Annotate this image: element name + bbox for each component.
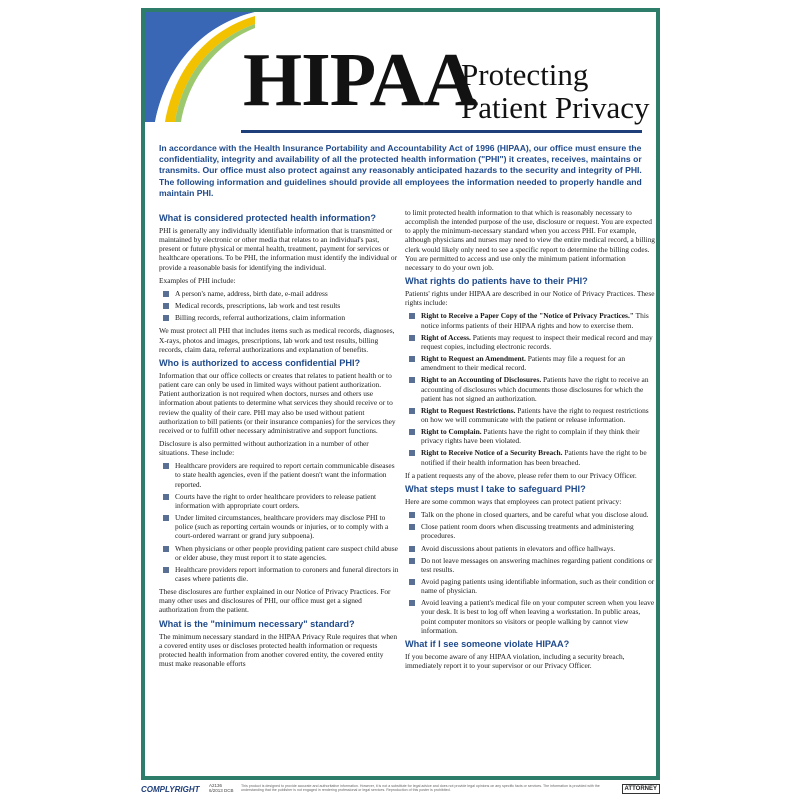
bullet-icon (163, 567, 169, 573)
bullet-list (405, 311, 655, 466)
bullet-list (405, 510, 655, 635)
list-item: When physicians or other people providing patient care suspect child abuse or elder abuse, they must report it to state agencies. (159, 544, 399, 562)
list-item: Do not leave messages on answering machines regarding patient conditions or test results. (405, 556, 655, 574)
list-item: Right to Request an Amendment. Patients may file a request for an amendment to their medical record. (405, 354, 655, 372)
bullet-icon (409, 408, 415, 414)
paragraph: If you become aware of any HIPAA violation, including a security breach, immediately report it to your supervisor or our Privacy Officer. (405, 651, 625, 671)
list-item: Right to Receive Notice of a Security Breach. Patients have the right to be notified if their health information has been breached. (405, 448, 655, 466)
list-item: Right of Access. Patients may request to inspect their medical record and may request copies, including electronic records. (405, 333, 655, 351)
list-item: Billing records, referral authorizations, claim information (159, 313, 399, 322)
bullet-icon (163, 463, 169, 469)
paragraph: Examples of PHI include: (159, 275, 236, 285)
bullet-icon (409, 313, 415, 319)
list-item: Courts have the right to order healthcare providers to release patient information with appropriate court orders. (159, 492, 399, 510)
paragraph: PHI is generally any individually identifiable information that is transmitted or maintained by electronic or other media that relates to an individual's past, present or future physical or mental health, treatment, payment for services or healthcare operations. To be PHI, the information must identify the individual or provide a reasonable basis for identifying the individual. (159, 226, 398, 272)
paragraph: Patients' rights under HIPAA are described in our Notice of Privacy Practices. These rights include: (405, 289, 655, 308)
paragraph: Here are some common ways that employees can protect patient privacy: (405, 496, 622, 506)
bullet-icon (163, 291, 169, 297)
bullet-icon (163, 494, 169, 500)
title-line-2: Patient Privacy (461, 90, 650, 125)
list-item: Medical records, prescriptions, lab work and test results (159, 301, 399, 310)
list-item: Avoid paging patients using identifiable information, such as their condition or name of physician. (405, 577, 655, 595)
list-item: A person's name, address, birth date, e-mail address (159, 289, 399, 298)
list-item: Under limited circumstances, healthcare providers may disclose PHI to police (such as reporting certain wounds or injuries, or to comply with a court-ordered warrant or grand jury subpoena). (159, 513, 399, 540)
attorney-badge: ATTORNEY (622, 784, 660, 794)
list-item: Healthcare providers are required to report certain communicable diseases to state health agencies, even if the patient doesn't want the information reported. (159, 461, 399, 488)
list-item: Avoid discussions about patients in elevators and office hallways. (405, 544, 655, 553)
section-heading: Who is authorized to access confidential PHI? (159, 357, 361, 368)
paragraph: Information that our office collects or creates that relates to patient health or to patient care can only be used in limited ways without patient authorization. Patient authorization is not required when doctors, nurses and others use information about patients to determine what services they should receive or to review the quality of their care. PHI may also be used without patient authorization to bill patients (or their insurance companies) for the services they received or to fulfill other necessary administrative and support functions. (159, 370, 396, 435)
bullet-icon (409, 512, 415, 518)
brand-logo: COMPLYRIGHT (141, 785, 200, 794)
paragraph: These disclosures are further explained in our Notice of Privacy Practices. For many other uses and disclosures of PHI, our office must get a signed authorization from the patient. (159, 587, 391, 615)
bullet-list (159, 289, 399, 322)
bullet-icon (409, 579, 415, 585)
corner-decoration (145, 12, 255, 122)
bullet-icon (409, 429, 415, 435)
bullet-icon (163, 515, 169, 521)
list-item: Right to an Accounting of Disclosures. Patients have the right to receive an accounting of disclosures which documents those disclosures for which the patient has not signed an authorization. (405, 375, 655, 402)
bullet-icon (409, 558, 415, 564)
bullet-icon (409, 600, 415, 606)
paragraph: to limit protected health information to that which is reasonably necessary to accomplish the intended purpose of the use, disclosure or request. You are expected to apply the minimum-necessary standard when you access PHI. For example, although physicians and nurses may need to view the entire medical record, a billing clerk would likely only need to see a specific report to determine the billing codes. You are permitted to access and use only the minimum patient information necessary to do your own job. (405, 208, 655, 272)
list-item: Close patient room doors when discussing treatments and administering procedures. (405, 522, 655, 540)
paragraph: The minimum necessary standard in the HIPAA Privacy Rule requires that when a covered entity uses or discloses protected health information or requests protected health information from another covered entity, the covered entity must make reasonable efforts (159, 631, 398, 669)
footer (141, 783, 660, 799)
intro-paragraph: In accordance with the Health Insurance Portability and Accountability Act of 1996 (HIPAA), our office must ensure the confidentiality, integrity and availability of all the protected health information ("PHI") it creates, receives, maintains or transmits. Our office must also protect against any reasonably anticipated hazards to the security and integrity of PHI. The following information and guidelines should provide all employees the information needed to properly handle and maintain PHI. (159, 143, 642, 198)
product-code: A2136 6/2013 DCB (209, 783, 234, 793)
bullet-icon (409, 356, 415, 362)
bullet-icon (409, 546, 415, 552)
section-heading: What if I see someone violate HIPAA? (405, 638, 570, 649)
left-column (159, 210, 399, 672)
list-item: Right to Receive a Paper Copy of the "Notice of Privacy Practices." This notice informs patients of their HIPAA rights and how to exercise them. (405, 311, 655, 329)
bullet-icon (409, 377, 415, 383)
paragraph: Disclosure is also permitted without authorization in a number of other situations. These include: (159, 438, 369, 458)
bullet-icon (409, 335, 415, 341)
paragraph: We must protect all PHI that includes items such as medical records, diagnoses, X-rays, photos and images, prescriptions, lab work and test results, billing records, claim data, referral authorizations and explanation of benefits. (159, 326, 395, 354)
bullet-icon (409, 450, 415, 456)
bullet-icon (163, 546, 169, 552)
list-item: Right to Complain. Patients have the right to complain if they think their privacy rights have been violated. (405, 427, 655, 445)
bullet-icon (409, 524, 415, 530)
bullet-icon (163, 315, 169, 321)
list-item: Right to Request Restrictions. Patients have the right to request restrictions on how we will communicate with the patient or release information. (405, 406, 655, 424)
title-underline (241, 130, 642, 133)
section-heading: What is the "minimum necessary" standard? (159, 618, 355, 629)
bullet-icon (163, 303, 169, 309)
paragraph: If a patient requests any of the above, please refer them to our Privacy Officer. (405, 470, 637, 480)
list-item: Talk on the phone in closed quarters, and be careful what you disclose aloud. (405, 510, 655, 519)
title-subtitle (461, 58, 650, 124)
list-item: Avoid leaving a patient's medical file on your computer screen when you leave your desk. It is best to log off when leaving a workstation. In public areas, point computer monitors so visitors or people walking by cannot view information. (405, 598, 655, 635)
section-heading: What steps must I take to safeguard PHI? (405, 483, 586, 494)
title-hipaa: HIPAA (243, 38, 478, 122)
fine-print: This product is designed to provide accurate and authoritative information. However, it is not a substitute for legal advice and does not provide legal opinions on any specific facts or services. The information is provided with the understanding that the publisher is not engaged in rendering professional or legal services. Reproduction of this poster is prohibited. (241, 784, 600, 792)
poster (141, 8, 660, 780)
right-column (405, 208, 655, 674)
bullet-list (159, 461, 399, 583)
section-heading: What rights do patients have to their PHI? (405, 276, 588, 287)
list-item: Healthcare providers report information to coroners and funeral directors in cases where patients die. (159, 565, 399, 583)
title-line-1: Protecting (461, 57, 589, 92)
section-heading: What is considered protected health information? (159, 213, 376, 223)
